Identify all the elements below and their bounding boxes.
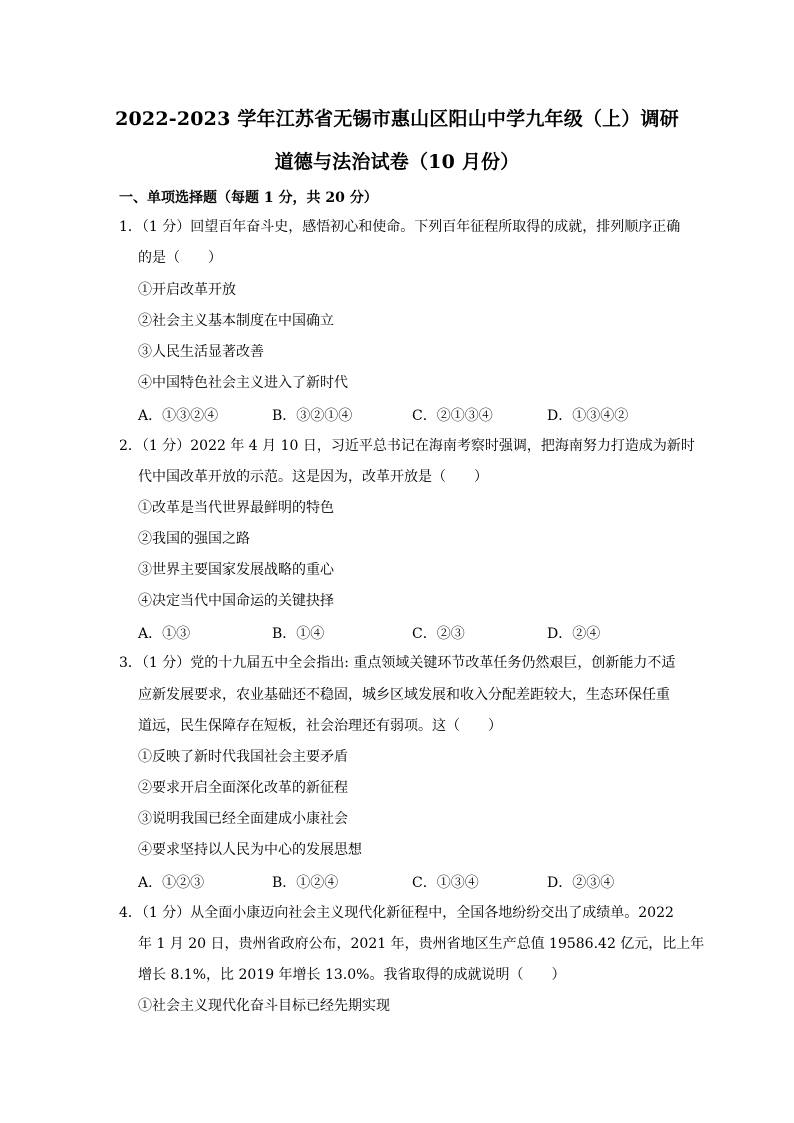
q3-stem-line-1: 3．（1 分）党的十九届五中全会指出: 重点领域关键环节改革任务仍然艰巨，创新能力不适 bbox=[119, 655, 676, 671]
q3-stem-line-2: 应新发展要求，农业基础还不稳固，城乡区域发展和收入分配差距较大，生态环保任重 bbox=[138, 687, 670, 703]
q1-stem-line-1: 1．（1 分）回望百年奋斗史，感悟初心和使命。下列百年征程所取得的成就，排列顺序正确 bbox=[119, 219, 681, 235]
q2-option-a: A．①③ bbox=[138, 626, 191, 642]
q1-item-2: ②社会主义基本制度在中国确立 bbox=[138, 313, 334, 329]
q2-item-3: ③世界主要国家发展战略的重心 bbox=[138, 562, 334, 578]
q2-stem-line-1: 2．（1 分）2022 年 4 月 10 日，习近平总书记在海南考察时强调，把海南努力打造成为新时 bbox=[119, 438, 695, 454]
q1-item-3: ③人民生活显著改善 bbox=[138, 344, 264, 360]
q1-stem-line-2: 的是（ ） bbox=[138, 250, 222, 266]
q3-option-d: D．②③④ bbox=[547, 875, 615, 891]
q3-item-4: ④要求坚持以人民为中心的发展思想 bbox=[138, 842, 362, 858]
q2-option-d: D．②④ bbox=[547, 626, 601, 642]
q3-item-2: ②要求开启全面深化改革的新征程 bbox=[138, 780, 348, 796]
document-title-line-2: 道德与法治试卷（10 月份） bbox=[274, 151, 520, 173]
q1-item-4: ④中国特色社会主义进入了新时代 bbox=[138, 375, 348, 391]
q2-item-2: ②我国的强国之路 bbox=[138, 531, 250, 547]
q4-stem-line-3: 增长 8.1%，比 2019 年增长 13.0%。我省取得的成就说明（ ） bbox=[138, 967, 566, 983]
q4-stem-line-2: 年 1 月 20 日，贵州省政府公布，2021 年，贵州省地区生产总值 19586.42 亿元，比上年 bbox=[138, 936, 705, 952]
q2-option-b: B．①④ bbox=[272, 626, 325, 642]
q1-option-b: B．③②①④ bbox=[272, 408, 353, 424]
q2-option-c: C．②③ bbox=[412, 626, 465, 642]
q3-option-b: B．①②④ bbox=[272, 875, 339, 891]
q1-option-d: D．①③④② bbox=[547, 408, 629, 424]
q2-item-4: ④决定当代中国命运的关键抉择 bbox=[138, 593, 334, 609]
q4-stem-line-1: 4．（1 分）从全面小康迈向社会主义现代化新征程中，全国各地纷纷交出了成绩单。2022 bbox=[119, 905, 674, 921]
document-title-line-1: 2022-2023 学年江苏省无锡市惠山区阳山中学九年级（上）调研 bbox=[115, 108, 679, 130]
q3-item-3: ③说明我国已经全面建成小康社会 bbox=[138, 811, 348, 827]
q3-stem-line-3: 道远，民生保障存在短板，社会治理还有弱项。这（ ） bbox=[138, 718, 502, 734]
q2-item-1: ①改革是当代世界最鲜明的特色 bbox=[138, 500, 334, 516]
q2-stem-line-2: 代中国改革开放的示范。这是因为，改革开放是（ ） bbox=[138, 469, 488, 485]
q3-item-1: ①反映了新时代我国社会主要矛盾 bbox=[138, 749, 348, 765]
q4-item-1: ①社会主义现代化奋斗目标已经先期实现 bbox=[138, 998, 390, 1014]
q1-option-a: A．①③②④ bbox=[138, 408, 219, 424]
section-heading: 一、单项选择题（每题 1 分，共 20 分） bbox=[119, 190, 378, 206]
q3-option-c: C．①③④ bbox=[412, 875, 479, 891]
q3-option-a: A．①②③ bbox=[138, 875, 205, 891]
q1-item-1: ①开启改革开放 bbox=[138, 282, 236, 298]
q1-option-c: C．②①③④ bbox=[412, 408, 493, 424]
